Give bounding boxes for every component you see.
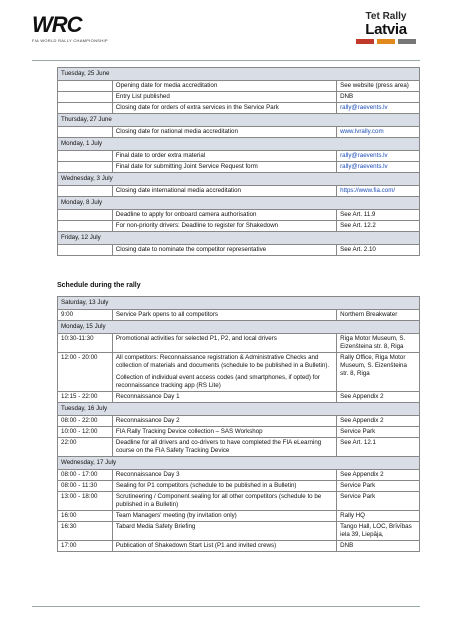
deadline-text: Opening date for media accreditation [112, 81, 336, 92]
time-cell: 16:30 [58, 522, 113, 541]
location-cell: Service Park [337, 481, 420, 492]
time-cell: 9:00 [58, 310, 113, 321]
table-row [58, 210, 420, 221]
reference-text: See Art. 11.9 [337, 210, 420, 221]
time-cell: 08:00 - 17:00 [58, 470, 113, 481]
activity-cell [112, 470, 336, 481]
reference-link[interactable]: www.lvrally.com [337, 127, 420, 138]
deadline-text: Entry List published [112, 92, 336, 103]
activity-cell [112, 541, 336, 552]
sponsor-badge [356, 39, 374, 44]
activity-cell [112, 353, 336, 392]
table-row [58, 92, 420, 103]
activity-text: Tabard Media Safety Briefing [115, 523, 196, 530]
day-header-row [58, 68, 420, 81]
time-cell: 10:30-11:30 [58, 334, 113, 353]
deadline-text: Deadline to apply for onboard camera authorisation [112, 210, 336, 221]
empty-cell [58, 245, 113, 256]
empty-cell [58, 103, 113, 114]
location-cell: See Appendix 2 [337, 470, 420, 481]
day-header-row [58, 232, 420, 245]
empty-cell [58, 186, 113, 197]
activity-cell [112, 511, 336, 522]
table-row [58, 470, 420, 481]
day-label: Friday, 12 July [58, 232, 420, 245]
activity-cell [112, 427, 336, 438]
activity-text: Scrutineering / Component sealing for all other competitors (schedule to be published in a Bulletin) [115, 493, 322, 508]
time-cell: 17:00 [58, 541, 113, 552]
location-cell: See Appendix 2 [337, 392, 420, 403]
activity-text: Promotional activities for selected P1, P2, and local drivers [115, 335, 277, 342]
location-cell: Service Park [337, 427, 420, 438]
location-cell: DNB [337, 541, 420, 552]
activity-text: Publication of Shakedown Start List (P1 and invited crews) [115, 542, 277, 549]
day-label: Monday, 1 July [58, 138, 420, 151]
location-cell: See Appendix 2 [337, 416, 420, 427]
day-header-row [58, 138, 420, 151]
table-row [58, 245, 420, 256]
table-row [58, 392, 420, 403]
activity-text: Sealing for P1 competitors (schedule to be published in a Bulletin) [115, 482, 297, 489]
activity-cell [112, 481, 336, 492]
rally-schedule-table [57, 296, 420, 552]
table-row [58, 81, 420, 92]
activity-cell [112, 416, 336, 427]
activity-cell [112, 392, 336, 403]
day-header-row [58, 403, 420, 416]
location-cell: Tango Hall, LOC, Brīvības iela 39, Liepāja, [337, 522, 420, 541]
activity-text: Deadline for all drivers and co-drivers to have completed the FIA eLearning course on the FIA Safety Tracking Device [115, 439, 322, 454]
activity-text: Team Managers' meeting (by invitation only) [115, 512, 237, 519]
location-cell: Northern Breakwater [337, 310, 420, 321]
sponsor-badges [350, 39, 422, 44]
day-label: Tuesday, 16 July [58, 403, 420, 416]
time-cell: 10:00 - 12:00 [58, 427, 113, 438]
schedule-section-title: Schedule during the rally [57, 282, 141, 289]
table-row [58, 511, 420, 522]
time-cell: 13:00 - 18:00 [58, 492, 113, 511]
sponsor-badge [377, 39, 395, 44]
reference-text: See Art. 12.2 [337, 221, 420, 232]
empty-cell [58, 221, 113, 232]
day-label: Monday, 15 July [58, 321, 420, 334]
table-row [58, 492, 420, 511]
empty-cell [58, 210, 113, 221]
empty-cell [58, 151, 113, 162]
table-row [58, 427, 420, 438]
table-row [58, 103, 420, 114]
activity-cell [112, 492, 336, 511]
table-row [58, 522, 420, 541]
time-cell: 08:00 - 11:30 [58, 481, 113, 492]
activity-text: Reconnaissance Day 3 [115, 471, 180, 478]
deadline-text: For non-priority drivers: Deadline to register for Shakedown [112, 221, 336, 232]
wrc-logo: WRC FIA WORLD RALLY CHAMPIONSHIP [32, 12, 108, 43]
reference-text: See website (press area) [337, 81, 420, 92]
activity-cell [112, 522, 336, 541]
table-row [58, 162, 420, 173]
day-label: Wednesday, 17 July [58, 457, 420, 470]
location-cell: Rally Office, Riga Motor Museum, S. Eizenšteina str. 8, Riga [337, 353, 420, 392]
table-row [58, 481, 420, 492]
table-row [58, 310, 420, 321]
empty-cell [58, 162, 113, 173]
day-label: Tuesday, 25 June [58, 68, 420, 81]
empty-cell [58, 81, 113, 92]
time-cell: 12:15 - 22:00 [58, 392, 113, 403]
table-row [58, 221, 420, 232]
deadline-text: Final date to order extra material [112, 151, 336, 162]
location-cell: See Art. 12.1 [337, 438, 420, 457]
page-header [0, 0, 452, 60]
day-header-row [58, 321, 420, 334]
reference-link[interactable]: https://www.fia.com/ [337, 186, 420, 197]
location-cell: Riga Motor Museum, S. Eizenšteina str. 8, Riga [337, 334, 420, 353]
activity-text: All competitors: Reconnaissance registration & Administrative Checks and collection of materials and documents (schedule to be published in a Bulletin). [115, 354, 330, 369]
sponsor-badge [398, 39, 416, 44]
deadline-text: Closing date for orders of extra services in the Service Park [112, 103, 336, 114]
table-row [58, 438, 420, 457]
time-cell: 08:00 - 22:00 [58, 416, 113, 427]
deadline-text: Closing date to nominate the competitor representative [112, 245, 336, 256]
table-row [58, 541, 420, 552]
day-header-row [58, 173, 420, 186]
table-row [58, 334, 420, 353]
activity-cell [112, 310, 336, 321]
empty-cell [58, 127, 113, 138]
reference-text: DNB [337, 92, 420, 103]
table-row [58, 416, 420, 427]
deadline-text: Final date for submitting Joint Service Request form [112, 162, 336, 173]
time-cell: 16:00 [58, 511, 113, 522]
pre-event-deadlines-table [57, 67, 420, 256]
activity-text: FIA Rally Tracking Device collection – SAS Workshop [115, 428, 263, 435]
activity-text: Service Park opens to all competitors [115, 311, 219, 318]
activity-cell [112, 438, 336, 457]
activity-text: Reconnaissance Day 1 [115, 393, 180, 400]
day-header-row [58, 297, 420, 310]
location-cell: Rally HQ [337, 511, 420, 522]
day-label: Wednesday, 3 July [58, 173, 420, 186]
deadline-text: Closing date international media accreditation [112, 186, 336, 197]
day-header-row [58, 114, 420, 127]
activity-text-extra: Collection of individual event access codes (and smartphones, if opted) for reconnaissance tracking app (RS Lite) [115, 374, 320, 389]
deadline-text: Closing date for national media accreditation [112, 127, 336, 138]
day-label: Saturday, 13 July [58, 297, 420, 310]
day-header-row [58, 457, 420, 470]
activity-text: Reconnaissance Day 2 [115, 417, 180, 424]
time-cell: 12:00 - 20:00 [58, 353, 113, 392]
reference-link[interactable]: rally@raevents.lv [337, 162, 420, 173]
reference-text: See Art. 2.10 [337, 245, 420, 256]
reference-link[interactable]: rally@raevents.lv [337, 151, 420, 162]
header-divider [32, 60, 420, 61]
table-row [58, 353, 420, 392]
day-label: Thursday, 27 June [58, 114, 420, 127]
empty-cell [58, 92, 113, 103]
activity-cell [112, 334, 336, 353]
table-row [58, 186, 420, 197]
time-cell: 22:00 [58, 438, 113, 457]
location-cell: Service Park [337, 492, 420, 511]
footer-divider [32, 606, 420, 607]
table-row [58, 151, 420, 162]
reference-link[interactable]: rally@raevents.lv [337, 103, 420, 114]
day-header-row [58, 197, 420, 210]
tet-rally-latvia-logo: Tet Rally Latvia [350, 12, 422, 52]
day-label: Monday, 8 July [58, 197, 420, 210]
table-row [58, 127, 420, 138]
